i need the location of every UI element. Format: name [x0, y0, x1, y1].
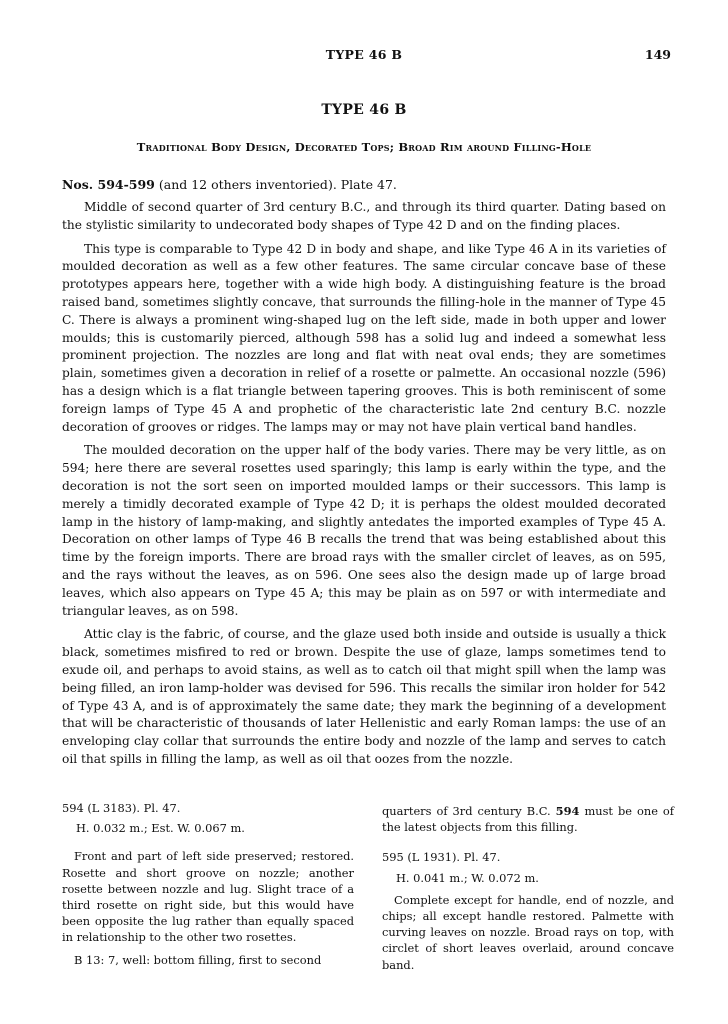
catalogue-entry-594-dimensions: H. 0.032 m.; Est. W. 0.067 m. — [76, 821, 245, 836]
catalogue-numbers-rest: (and 12 others inventoried). Plate 47. — [154, 177, 397, 192]
paragraph-fabric: Attic clay is the fabric, of course, and the glaze used both inside and outside is usually a thick black, sometimes misfired to red or brown. Despite the use of glaze, lamps sometimes tend to exude oil, and perhaps to avoid stains, as well as to catch oil that might spill when the lamp was being filled, an iron lamp-holder was devised for 596. This recalls the similar iron holder for 542 of Type 43 A, and is of approximately the same date; they mark the beginning of a development that will be characteristic of thousands of later Hellenistic and early Roman lamps: the use of an enveloping clay collar that surrounds the entire body and nozzle of the lamp and serves to catch oil that spills in filling the lamp, as well as oil that oozes from the nozzle. — [62, 627, 666, 766]
catalogue-entry-595-dimensions: H. 0.041 m.; W. 0.072 m. — [396, 870, 539, 885]
page-number: 149 — [644, 47, 671, 62]
running-header — [0, 47, 728, 67]
paragraph-decoration: The moulded decoration on the upper half of the body varies. There may be very little, as on 594; here there are several rosettes used sparingly; this lamp is early within the type, and the decoration is not the sort seen on imported moulded lamps or their successors. This lamp is merely a timidly decorated example of Type 42 D; it is perhaps the oldest moulded decorated lamp in the history of lamp-making, and slightly antedates the imported examples of Type 45 A. Decoration on other lamps of Type 46 B recalls the trend that was being established about this time by the foreign imports. There are broad rays with the smaller circlet of leaves, as on 595, and the rays without the leaves, as on 596. One sees also the design made up of large broad leaves, which also appears on Type 45 A; this may be plain as on 597 or with intermediate and triangular leaves, as on 598. — [62, 443, 666, 618]
context-lamp-number: 594 — [555, 804, 580, 818]
catalogue-entry-594-heading: 594 (L 3183). Pl. 47. — [62, 801, 181, 815]
catalogue-entry-594-context: B 13: 7, well: bottom filling, first to second — [74, 952, 322, 967]
catalogue-column-left — [62, 800, 354, 974]
catalogue-entry-595-heading: 595 (L 1931). Pl. 47. — [382, 850, 501, 865]
context-era: B.C. — [526, 804, 551, 818]
body-text — [62, 199, 666, 775]
catalogue-column-right — [382, 803, 674, 979]
context-text-end: must be one of the latest objects from this filling. — [382, 804, 675, 835]
catalogue-entry-594-description: Front and part of left side preserved; restored. Rosette and short groove on nozzle; another rosette between nozzle and lug. Slight trace of a third rosette on right side, but this would have been opposite the lug rather than equally spaced in relationship to the other two rosettes. — [62, 849, 354, 945]
catalogue-numbers-line — [62, 177, 666, 192]
section-title: TYPE 46 B — [321, 102, 407, 118]
catalogue-entry-594-context-continued — [382, 803, 674, 835]
catalogue-entry-595-description: Complete except for handle, end of nozzle, and chips; all except handle restored. Palmette with curving leaves on nozzle. Broad rays on top, with circlet of short leaves overlaid, around concave band. — [382, 892, 674, 972]
running-title: TYPE 46 B — [325, 47, 403, 62]
section-subtitle: Traditional Body Design, Decorated Tops; Broad Rim around Filling-Hole — [136, 140, 592, 154]
paragraph-dating: Middle of second quarter of 3rd century B.C., and through its third quarter. Dating based on the stylistic similarity to undecorated body shapes of Type 42 D and on the finding places. — [62, 200, 666, 232]
paragraph-shape: This type is comparable to Type 42 D in body and shape, and like Type 46 A in its varieties of moulded decoration as well as a few other features. The same circular concave base of these prototypes appears here, together with a wide high body. A distinguishing feature is the broad raised band, sometimes slightly concave, that surrounds the filling-hole in the manner of Type 45 C. There is always a prominent wing-shaped lug on the left side, made in both upper and lower moulds; this is customarily pierced, although 598 has a solid lug and indeed a somewhat less prominent projection. The nozzles are long and flat with neat oval ends; they are sometimes plain, sometimes given a decoration in relief of a rosette or palmette. An occasional nozzle (596) has a design which is a flat triangle between tapering grooves. This is both reminiscent of some foreign lamps of Type 45 A and prophetic of the characteristic late 2nd century B.C. nozzle decoration of grooves or ridges. The lamps may or may not have plain vertical band handles. — [62, 241, 666, 434]
catalogue-numbers: Nos. 594-599 — [62, 177, 155, 192]
context-text: quarters of 3rd century — [382, 804, 527, 818]
